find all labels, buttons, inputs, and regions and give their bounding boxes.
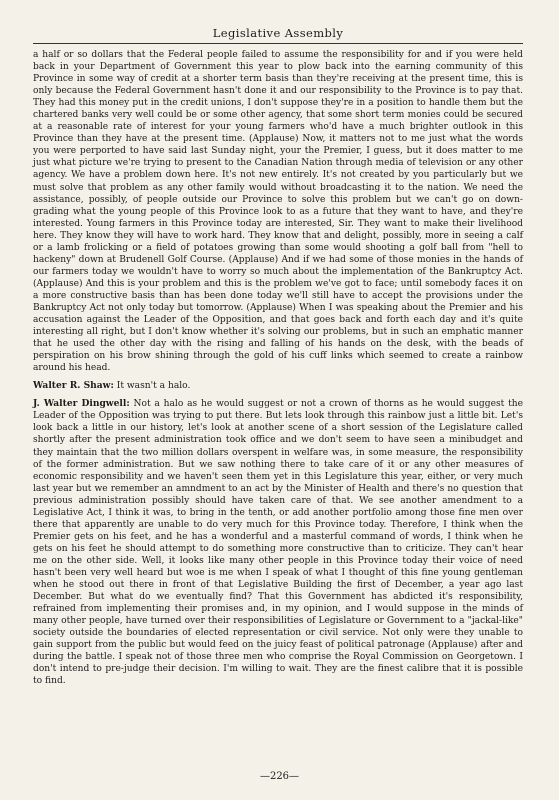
- running-header: [33, 0, 523, 40]
- paragraph-1: [33, 49, 523, 374]
- paragraph-2-text: It wasn't a halo.: [116, 381, 191, 392]
- paragraph-1-text: a half or so dollars that the Federal people failed to assume the responsibility for and if you were held back in your Department of Government this year to plow back into the earning community of this Province in some way of credit at a shorter term basis than they're receiving at the present time, this is only because the Federal Government hasn't done it and our responsibility to the Province is to pay that. They had this money put in the credit unions, I don't suppose they're in a position to handle them but the chartered banks very well could be or some other agency, that some short term monies could be secured at a reasonable rate of interest for your young farmers who'd have a much brighter outlook in this Province than they have at the present time. (Applause) Now, it matters not to me just what the words you were perported to have said last Sunday night, your the Premier, I guess, but it does matter to me just what picture we're trying to present to the Canadian Nation through media of television or any other agency. We have a problem down here. It's not new entirely. It's not created by you particularly but we must solve that problem as any other family would without broadcasting it to the nation. We need the assistance, possibly, of people outside our Province to solve this problem but we can't go on down-grading what the young people of this Province look to as a future that they want to have, and they're interested. Young farmers in this Province today are interested, Sir. They want to make their livelihood here. They know they will have to work hard. They know that and delight, possibly, more in seeing a calf or a lamb frolicking or a field of potatoes growing than some would shooting a golf ball from "hell to hackeny" down at Brudenell Golf Course. (Applause) And if we had some of those monies in the hands of our farmers today we wouldn't have to worry so much about the implementation of the Bankruptcy Act. (Applause) And this is your problem and this is the problem we've got to face; until somebody faces it on a more constructive basis than has been done today we'll still have to accept the provisions under the Bankruptcy Act not only today but tomorrow. (Applause) When I was speaking about the Premier and his accusation against the Leader of the Opposition, and that goes back and forth each day and it's quite interesting all right, but I don't know whether it's solving our problems, but in such an emphatic manner that he used the other day with the rising and falling of his hands on the desk, with the beads of perspiration on his brow shining through the gold of his cuff links which seemed to create a rainbow around his head.: [33, 50, 523, 374]
- paragraph-3: [33, 398, 523, 687]
- speaker-name: Walter R. Shaw:: [33, 380, 114, 392]
- header-title: Legislative Assembly: [212, 26, 344, 40]
- paragraph-2: [33, 380, 523, 392]
- page-number: —226—: [259, 771, 300, 782]
- speaker-name: J. Walter Dingwell:: [33, 398, 130, 410]
- document-body: [33, 49, 523, 687]
- header-rule: [33, 43, 523, 44]
- paragraph-3-text: Not a halo as he would suggest or not a crown of thorns as he would suggest the Leader of the Opposition was trying to put there. But lets look through this rainbow just a little bit. Let's look back a little in our history, let's look at another scene of a short session of the Legislature called shortly after the present administration took office and we don't seem to have seen a minibudget and they maintain that the two million dollars overspent in welfare was, in some measure, the responsibility of the former administration. But we saw nothing there to take care of it or any other measures of economic responsibility and we haven't seen them yet in this Legislature this year, either, or very much last year but we remember an amndment to an act by the Minister of Health and there's no question that previous administration possibly should have taken care of that. We see another amendment to a Legislative Act, I think it was, to bring in the tenth, or add another portfolio among those fine men over there that apparently are unable to do very much for this Province today. Therefore, I think when the Premier gets on his feet, and he has a wonderful and a masterful command of words, I think when he gets on his feet he should attempt to do something more constructive than to criticize. They can't hear me on the other side. Well, it looks like many other people in this Province today their voice of need hasn't been very well heard but woe is me when I speak of what I thought of this fine young gentleman when he stood out there in front of that Legislative Building the first of December, a year ago last December. But what do we eventually find? That this Government has abdicted it's responsibility, refrained from implementing their promises and, in my opinion, and I would suppose in the minds of many other people, have turned over their responsibilities of Legislature or Government to a "jackal-like" society outside the boundaries of elected representation or civil service. Not only were they unable to gain support from the public but would feed on the juicy feast of political patronage (Applause) after and during the battle. I speak not of those three men who comprise the Royal Commission on Georgetown. I don't intend to pre-judge their decision. I'm willing to wait. They are the finest calibre that it is possible to find.: [33, 399, 523, 687]
